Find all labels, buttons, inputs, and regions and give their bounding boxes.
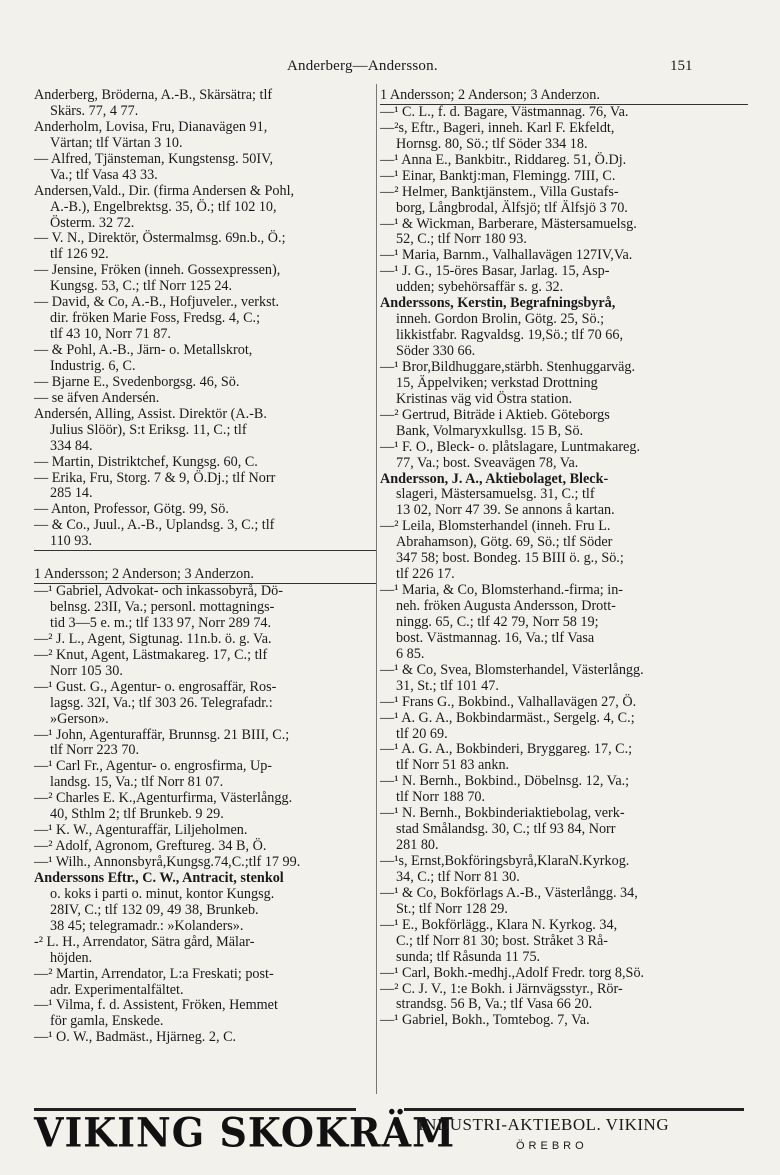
entry-line: 28IV, C.; tlf 132 09, 49 38, Brunkeb.	[50, 901, 259, 918]
entry-line: udden; sybehörsaffär s. g. 32.	[396, 279, 564, 296]
entry-line: — Alfred, Tjänsteman, Kungstensg. 50IV,	[34, 150, 274, 167]
entry-line: 31, St.; tlf 101 47.	[396, 677, 499, 694]
entry-line: —¹ Gust. G., Agentur- o. engrosaffär, Ros-	[34, 678, 277, 695]
entry-line: 285 14.	[50, 485, 93, 502]
entry-line: —¹ Bror,Bildhuggare,stärbh. Stenhuggarväg.	[380, 358, 636, 375]
entry-line: adr. Experimentalfältet.	[50, 981, 184, 998]
company-city: ÖREBRO	[516, 1140, 588, 1152]
entry-line: neh. fröken Augusta Andersson, Drott-	[396, 598, 616, 614]
entry-line: 38 45; telegramadr.: »Kolanders».	[50, 917, 244, 934]
entry-line: höjden.	[50, 949, 93, 966]
entry-line: 334 84.	[50, 437, 93, 454]
entry-line: —¹ C. L., f. d. Bagare, Västmannag. 76, Va.	[380, 103, 629, 120]
entry-line: —¹ & Co, Svea, Blomsterhandel, Västerlångg.	[380, 661, 644, 678]
column-divider	[376, 84, 377, 1094]
entry-line: 1 Andersson; 2 Anderson; 3 Anderzon.	[34, 567, 376, 584]
entry-line: 347 58; bost. Bondeg. 15 BIII ö. g., Sö.;	[396, 550, 624, 567]
entry-line: Söder 330 66.	[396, 343, 476, 359]
entry-line: — & Pohl, A.-B., Järn- o. Metallskrot,	[34, 342, 253, 358]
entry-line: lagsg. 32I, Va.; tlf 303 26. Telegrafadr.:	[50, 694, 273, 711]
entry-line: 13 02, Norr 47 39. Se annons å kartan.	[396, 502, 615, 519]
entry-line: Andersen,Vald., Dir. (firma Andersen & Pohl,	[34, 182, 295, 199]
running-title: Anderberg—Andersson.	[287, 58, 438, 74]
entry-line: —¹ Anna E., Bankbitr., Riddareg. 51, Ö.Dj.	[380, 151, 627, 168]
entry-line: 110 93.	[34, 534, 376, 551]
entry-line: Bank, Volmaryxkullsg. 15 B, Sö.	[396, 422, 584, 439]
entry-line: St.; tlf Norr 128 29.	[396, 900, 508, 917]
entry-line: — V. N., Direktör, Östermalmsg. 69n.b., Ö.;	[34, 230, 286, 247]
entry-line: Norr 105 30.	[50, 662, 123, 679]
page-header	[0, 58, 780, 80]
left-column	[34, 88, 376, 1046]
entry-line: o. koks i parti o. minut, kontor Kungsg.	[50, 885, 275, 902]
entry-line: —¹ Frans G., Bokbind., Valhallavägen 27, Ö.	[380, 693, 637, 710]
entry-line: — Bjarne E., Svedenborgsg. 46, Sö.	[34, 373, 240, 390]
entry-line: Anderberg, Bröderna, A.-B., Skärsätra; tlf	[34, 87, 273, 103]
entry-line: —¹ John, Agenturaffär, Brunnsg. 21 BIII, C.;	[34, 726, 290, 743]
entry-line: Värtan; tlf Värtan 3 10.	[50, 134, 183, 151]
entry-line: 77, Va.; bost. Sveavägen 78, Va.	[396, 454, 579, 471]
entry-line: Anderssons Eftr., C. W., Antracit, stenkol	[34, 869, 284, 886]
entry-line: för gamla, Enskede.	[50, 1013, 164, 1030]
entry-line: A.-B.), Engelbrektsg. 35, Ö.; tlf 102 10,	[50, 198, 277, 215]
entry-line: Andersson, J. A., Aktiebolaget, Bleck-	[380, 470, 609, 487]
entry-line: Österm. 32 72.	[50, 214, 135, 231]
entry-line: —² Adolf, Agronom, Greftureg. 34 B, Ö.	[34, 838, 267, 855]
entry-line: —² Martin, Arrendator, L:a Freskati; post-	[34, 965, 274, 982]
entry-line: -² L. H., Arrendator, Sätra gård, Mälar-	[34, 933, 255, 950]
entry-line: —¹ N. Bernh., Bokbind., Döbelnsg. 12, Va.;	[380, 773, 630, 790]
entry-line: —² Knut, Agent, Lästmakareg. 17, C.; tlf	[34, 646, 268, 663]
entry-line: landsg. 15, Va.; tlf Norr 81 07.	[50, 774, 224, 791]
entry-line: Industrig. 6, C.	[50, 357, 136, 374]
viking-brand: VIKING SKOKRÄM	[34, 1108, 456, 1157]
entry-line: Kungsg. 53, C.; tlf Norr 125 24.	[50, 278, 233, 295]
entry-line: —¹ O. W., Badmäst., Hjärneg. 2, C.	[34, 1029, 237, 1046]
entry-line: —¹ Gabriel, Advokat- och inkassobyrå, Dö-	[34, 583, 283, 600]
entry-line: — Jensine, Fröken (inneh. Gossexpressen),	[34, 262, 281, 279]
entry-line: Abrahamson), Götg. 69, Sö.; tlf Söder	[396, 534, 613, 551]
entry-line: Hornsg. 80, Sö.; tlf Söder 334 18.	[396, 135, 588, 152]
entry-line: Julius Slöör), S:t Eriksg. 11, C.; tlf	[50, 421, 247, 438]
entry-line: —¹ Maria, Barnm., Valhallavägen 127IV,Va.	[380, 247, 633, 264]
entry-line: strandsg. 56 B, Va.; tlf Vasa 66 20.	[396, 996, 593, 1013]
entry-line: tlf Norr 188 70.	[396, 789, 486, 806]
entry-line: likkistfabr. Ragvaldsg. 19,Sö.; tlf 70 66,	[396, 327, 623, 344]
entry-line: dir. fröken Marie Foss, Fredsg. 4, C.;	[50, 310, 261, 327]
entry-line: —² Helmer, Banktjänstem., Villa Gustafs-	[380, 183, 619, 200]
entry-line: — se äfven Andersén.	[34, 389, 160, 406]
entry-line: —¹ Carl, Bokh.-medhj.,Adolf Fredr. torg 8,Sö.	[380, 964, 645, 981]
entry-line: —¹ Maria, & Co, Blomsterhand.-firma; in-	[380, 582, 624, 599]
entry-line: slageri, Mästersamuelsg. 31, C.; tlf	[396, 486, 595, 503]
entry-line: —¹ & Wickman, Barberare, Mästersamuelsg.	[380, 215, 637, 232]
company-name: INDUSTRI-AKTIEBOL. VIKING	[418, 1115, 670, 1134]
entry-line: —² J. L., Agent, Sigtunag. 11n.b. ö. g. Va.	[34, 630, 272, 647]
entry-line: —² Charles E. K.,Agenturfirma, Västerlångg.	[34, 790, 293, 807]
entry-line: borg, Långbrodal, Älfsjö; tlf Älfsjö 3 70.	[396, 199, 628, 216]
entry-line: 34, C.; tlf Norr 81 30.	[396, 868, 520, 885]
entry-line: —¹ Vilma, f. d. Assistent, Fröken, Hemmet	[34, 997, 278, 1014]
entry-line: —¹s, Ernst,Bokföringsbyrå,KlaraN.Kyrkog.	[380, 853, 630, 869]
entry-line: —¹ J. G., 15-öres Basar, Jarlag. 15, Asp-	[380, 263, 610, 280]
entry-line: Kristinas väg vid Östra station.	[396, 390, 573, 407]
entry-line	[34, 551, 376, 567]
entry-line: tlf Norr 51 83 ankn.	[396, 757, 510, 774]
entry-line: — & Co., Juul., A.-B., Uplandsg. 3, C.; tlf	[34, 517, 275, 534]
entry-line: Andersén, Alling, Assist. Direktör (A.-B.	[34, 405, 267, 422]
entry-line: 15, Äppelviken; verkstad Drottning	[396, 374, 598, 391]
entry-line: —¹ N. Bernh., Bokbinderiaktiebolag, verk-	[380, 805, 625, 822]
entry-line: tlf Norr 223 70.	[50, 742, 140, 759]
entry-line: 52, C.; tlf Norr 180 93.	[396, 231, 527, 248]
entry-line: Skärs. 77, 4 77.	[50, 102, 139, 119]
entry-line: belnsg. 23II, Va.; personl. mottagnings-	[50, 599, 275, 615]
entry-line: — Erika, Fru, Storg. 7 & 9, Ö.Dj.; tlf Norr	[34, 469, 276, 486]
entry-line: tlf 43 10, Norr 71 87.	[50, 326, 171, 343]
entry-line: ningg. 65, C.; tlf 42 79, Norr 58 19;	[396, 613, 599, 630]
entry-line: —¹ A. G. A., Bokbinderi, Bryggareg. 17, C.;	[380, 741, 633, 758]
entry-line: 1 Andersson; 2 Anderson; 3 Anderzon.	[380, 88, 748, 105]
entry-line: —¹ F. O., Bleck- o. plåtslagare, Luntmakareg.	[380, 438, 640, 455]
entry-line: bost. Västmannag. 16, Va.; tlf Vasa	[396, 629, 595, 646]
entry-line: tid 3—5 e. m.; tlf 133 97, Norr 289 74.	[50, 614, 272, 631]
entry-line: stad Smålandsg. 30, C.; tlf 93 84, Norr	[396, 821, 616, 838]
entry-line: —¹ Gabriel, Bokh., Tomtebog. 7, Va.	[380, 1012, 590, 1029]
right-column	[380, 88, 748, 1029]
entry-line: tlf 20 69.	[396, 725, 448, 742]
entry-line: sunda; tlf Råsunda 11 75.	[396, 948, 541, 965]
entry-line: —² Leila, Blomsterhandel (inneh. Fru L.	[380, 518, 611, 535]
entry-line: —¹ K. W., Agenturaffär, Liljeholmen.	[34, 822, 248, 839]
entry-line: —¹ A. G. A., Bokbindarmäst., Sergelg. 4, C.;	[380, 709, 635, 726]
page-number: 151	[670, 58, 693, 74]
entry-line: —² Gertrud, Biträde i Aktieb. Göteborgs	[380, 406, 610, 423]
entry-line: 6 85.	[396, 645, 425, 662]
entry-line: Anderholm, Lovisa, Fru, Dianavägen 91,	[34, 118, 268, 135]
entry-line: —¹ Einar, Banktj:man, Flemingg. 7III, C.	[380, 167, 616, 184]
entry-line: —² C. J. V., 1:e Bokh. i Järnvägsstyr., Rör-	[380, 980, 623, 997]
entry-line: —¹ E., Bokförlägg., Klara N. Kyrkog. 34,	[380, 916, 618, 933]
entry-line: —¹ & Co, Bokförlags A.-B., Västerlångg. 34,	[380, 884, 638, 901]
entry-line: — David, & Co, A.-B., Hofjuveler., verkst.	[34, 294, 280, 311]
entry-line: 281 80.	[396, 837, 439, 854]
entry-line: — Martin, Distriktchef, Kungsg. 60, C.	[34, 453, 258, 470]
entry-line: —¹ Carl Fr., Agentur- o. engrosfirma, Up-	[34, 758, 273, 775]
entry-line: —¹ Wilh., Annonsbyrå,Kungsg.74,C.;tlf 17 99.	[34, 854, 301, 870]
entry-line: tlf 126 92.	[50, 246, 109, 263]
entry-line: tlf 226 17.	[396, 566, 455, 583]
entry-line: inneh. Gordon Brolin, Götg. 25, Sö.;	[396, 311, 605, 328]
entry-line: 40, Sthlm 2; tlf Brunkeb. 9 29.	[50, 806, 224, 823]
advertisement-footer	[34, 1108, 744, 1158]
entry-line: — Anton, Professor, Götg. 99, Sö.	[34, 501, 229, 518]
entry-line: Anderssons, Kerstin, Begrafningsbyrå,	[380, 295, 616, 312]
entry-line: Va.; tlf Vasa 43 33.	[50, 166, 158, 183]
entry-line: C.; tlf Norr 81 30; bost. Stråket 3 Rå-	[396, 932, 609, 949]
entry-line: »Gerson».	[50, 710, 109, 727]
entry-line: —²s, Eftr., Bageri, inneh. Karl F. Ekfeldt,	[380, 119, 615, 136]
